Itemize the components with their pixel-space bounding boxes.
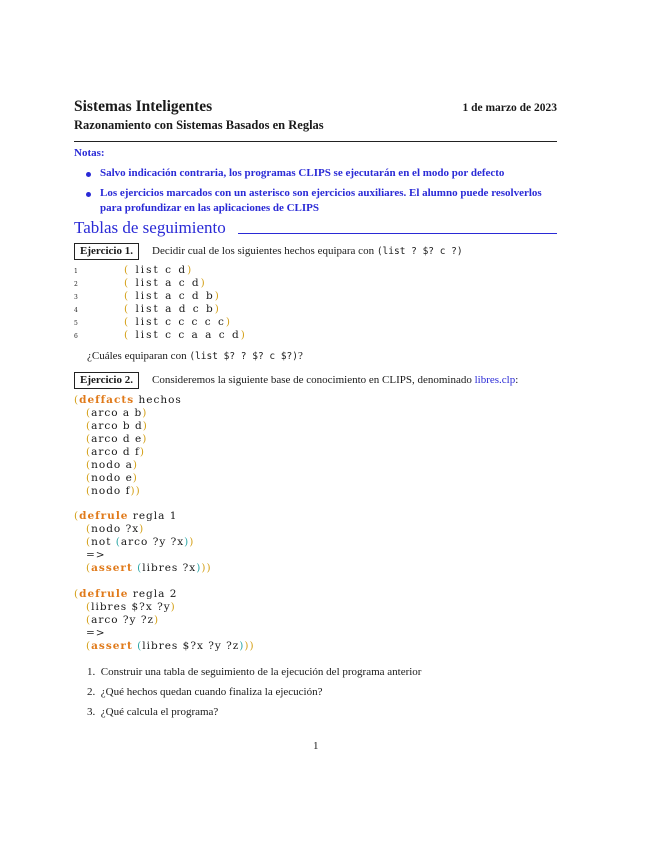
task-text: Construir una tabla de seguimiento de la ejecución del programa anterior: [100, 666, 422, 678]
code-defrule-2: (defrule regla 2: [74, 588, 178, 600]
task-item: [87, 686, 322, 698]
exercise-2-text: Consideremos la siguiente base de conocimiento en CLIPS, denominado: [152, 374, 475, 386]
code-assert-text: libres ?x: [142, 562, 197, 574]
fact-line: ( list c c a a c d): [124, 329, 247, 341]
bullet-icon: [86, 192, 91, 197]
document-date: 1 de marzo de 2023: [462, 102, 557, 114]
exercise-2-colon: :: [515, 374, 519, 386]
code-fact: (nodo a): [86, 459, 138, 471]
section-title: Tablas de seguimiento: [74, 218, 226, 237]
keyword: assert: [91, 562, 133, 574]
exercise-1-question: [87, 350, 303, 362]
code-pattern: (nodo ?x): [86, 523, 145, 535]
code-deffacts: (deffacts hechos: [74, 394, 182, 406]
code-fact-text: arco a b: [91, 407, 143, 419]
deffacts-name: hechos: [138, 394, 182, 406]
code-pattern: (not (arco ?y ?x)): [86, 536, 195, 548]
code-fact: (arco d f): [86, 446, 145, 458]
task-item: [87, 706, 218, 718]
exercise-1-statement: [152, 245, 463, 257]
fact-line: ( list a c d b): [124, 290, 221, 302]
keyword: assert: [91, 640, 133, 652]
line-number: 3: [74, 294, 78, 301]
task-number: 1.: [87, 666, 96, 678]
task-number: 2.: [87, 686, 96, 698]
code-pattern-text: libres $?x ?y: [91, 601, 171, 613]
exercise-1-pattern: (list ? $? c ?): [376, 246, 463, 257]
code-pattern-text: arco ?y ?z: [91, 614, 154, 626]
code-arrow: =>: [86, 549, 106, 561]
code-fact: (nodo e): [86, 472, 138, 484]
code-fact-text: arco d f: [91, 446, 140, 458]
exercise-2-statement: [152, 374, 518, 386]
code-fact: (arco b d): [86, 420, 148, 432]
code-assert: (assert (libres ?x))): [86, 562, 212, 574]
fact-body: list a d c b: [135, 303, 215, 315]
notes-label: Notas:: [74, 147, 105, 159]
code-assert-text: libres $?x ?y ?z: [142, 640, 240, 652]
task-text: ¿Qué hechos quedan cuando finaliza la ejecución?: [100, 686, 323, 698]
header-divider: [74, 141, 557, 142]
fact-body: list c d: [135, 264, 188, 276]
bullet-icon: [86, 172, 91, 177]
code-assert: (assert (libres $?x ?y ?z))): [86, 640, 255, 652]
code-fact: (arco a b): [86, 407, 148, 419]
code-pattern: (libres $?x ?y): [86, 601, 176, 613]
exercise-1-text: Decidir cual de los siguientes hechos equipara con: [152, 245, 377, 257]
task-number: 3.: [87, 706, 96, 718]
line-number: 5: [74, 320, 78, 327]
fact-line: ( list a d c b): [124, 303, 221, 315]
task-text: ¿Qué calcula el programa?: [100, 706, 219, 718]
fact-line: ( list c d): [124, 264, 194, 276]
fact-body: list c c a a c d: [135, 329, 241, 341]
section-underline: [238, 233, 557, 234]
code-arrow: =>: [86, 627, 106, 639]
exercise-1-label: Ejercicio 1.: [74, 243, 139, 260]
question-mark: ?: [298, 350, 303, 362]
code-fact-text: nodo f: [91, 485, 131, 497]
rule-name: regla 1: [132, 510, 178, 522]
code-fact-text: arco d e: [91, 433, 143, 445]
note-item: Salvo indicación contraria, los programas CLIPS se ejecutarán en el modo por defecto: [100, 167, 505, 179]
rule-name: regla 2: [132, 588, 178, 600]
code-defrule-1: (defrule regla 1: [74, 510, 178, 522]
line-number: 6: [74, 333, 78, 340]
code-pattern-text: arco ?y ?x: [120, 536, 185, 548]
code-fact-text: nodo a: [91, 459, 133, 471]
code-fact-text: nodo e: [91, 472, 133, 484]
keyword: deffacts: [79, 394, 135, 406]
line-number: 2: [74, 281, 78, 288]
document-subtitle: Razonamiento con Sistemas Basados en Reglas: [74, 118, 324, 132]
exercise-2-label: Ejercicio 2.: [74, 372, 139, 389]
fact-line: ( list c c c c c): [124, 316, 232, 328]
code-fact: (nodo f)): [86, 485, 141, 497]
keyword: defrule: [79, 510, 129, 522]
code-fact: (arco d e): [86, 433, 148, 445]
question-text: ¿Cuáles equiparan con: [87, 350, 190, 362]
note-item: Los ejercicios marcados con un asterisco son ejercicios auxiliares. El alumno puede resolverlos para profundizar en las aplicaciones de CLIPS: [100, 187, 542, 214]
line-number: 4: [74, 307, 78, 314]
code-pattern-text: not: [91, 536, 112, 548]
task-item: [87, 666, 421, 678]
code-pattern-text: nodo ?x: [91, 523, 140, 535]
keyword: defrule: [79, 588, 129, 600]
fact-body: list a c d b: [135, 290, 215, 302]
question-pattern: (list $? ? $? c $?): [189, 351, 298, 362]
fact-body: list a c d: [135, 277, 201, 289]
code-fact-text: arco b d: [91, 420, 143, 432]
document-title: Sistemas Inteligentes: [74, 98, 213, 115]
page-number: 1: [313, 740, 319, 752]
line-number: 1: [74, 268, 78, 275]
code-pattern: (arco ?y ?z): [86, 614, 160, 626]
filename-link[interactable]: libres.clp: [474, 374, 516, 386]
fact-body: list c c c c c: [135, 316, 226, 328]
fact-line: ( list a c d): [124, 277, 207, 289]
